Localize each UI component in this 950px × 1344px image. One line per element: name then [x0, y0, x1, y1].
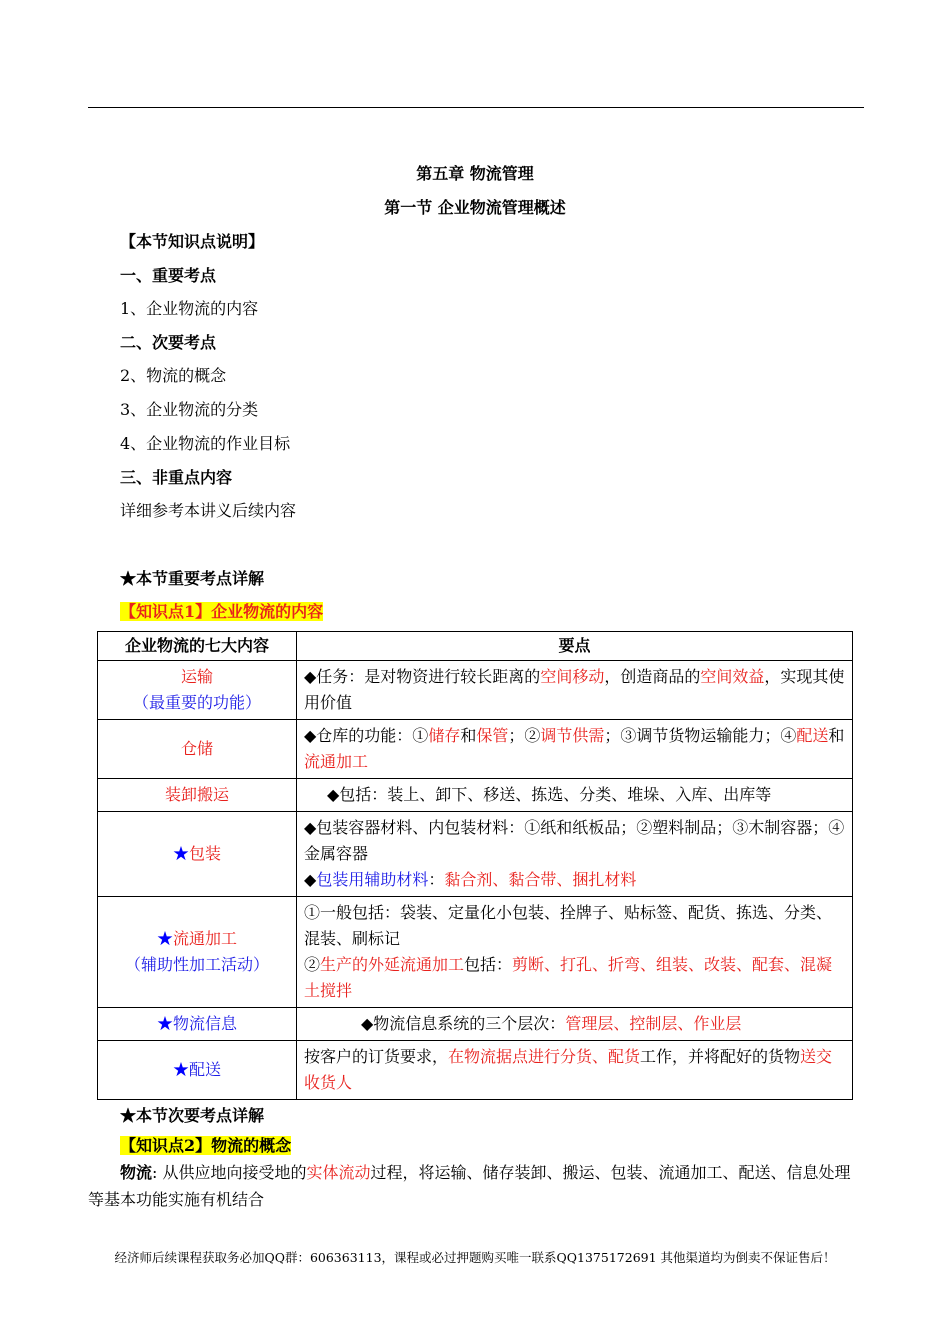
kp1-title-text: 【知识点1】企业物流的内容 [120, 602, 324, 621]
table-row [98, 720, 853, 779]
star-icon: ★ [172, 1060, 189, 1079]
table-row [98, 897, 853, 1008]
text: ◆ [304, 870, 317, 889]
highlight-text: 空间移动 [540, 667, 605, 686]
star-icon: ★ [172, 844, 189, 863]
row-name-wrap [105, 1011, 289, 1037]
highlight-text: 黏合剂、黏合带、捆扎材料 [444, 870, 637, 889]
list-item: 4、企业物流的作业目标 [120, 434, 291, 453]
highlight-text: 生产的外延流通加工 [320, 955, 465, 974]
secondary-detail-title: ★本节次要考点详解 [120, 1106, 265, 1125]
highlight-text: 流通加工 [304, 752, 369, 771]
row-name: 装卸搬运 [164, 785, 229, 804]
kp1-title [120, 602, 323, 622]
heading-important: 一、重要考点 [120, 266, 217, 285]
row-label [98, 812, 297, 897]
content-table [97, 631, 853, 1100]
row-label [98, 1008, 297, 1041]
row-label [98, 661, 297, 720]
row-detail [297, 897, 853, 1008]
row-name: 物流信息 [173, 1014, 238, 1033]
row-subtitle: （最重要的功能） [132, 693, 261, 712]
row-name: 包装 [189, 844, 222, 863]
text: ◆物流信息系统的三个层次： [361, 1014, 566, 1033]
table-header-col1: 企业物流的七大内容 [98, 632, 297, 661]
kp2-title [120, 1136, 291, 1156]
row-name: 流通加工 [173, 929, 238, 948]
row-name-wrap [105, 1057, 289, 1083]
row-detail [297, 1008, 853, 1041]
row-name-wrap [105, 926, 289, 952]
text: ② [304, 955, 321, 974]
nonkey-text: 详细参考本讲义后续内容 [120, 501, 297, 520]
highlight-text: 送交收货人 [304, 1047, 833, 1092]
heading-secondary: 二、次要考点 [120, 333, 217, 352]
text: : 从供应地向接受地的 [152, 1163, 307, 1182]
important-detail-title: ★本节重要考点详解 [120, 569, 265, 588]
text: ◆任务：是对物资进行较长距离的 [304, 667, 541, 686]
text: ；③调节货物运输能力；④ [604, 726, 797, 745]
highlight-text: 空间效益 [700, 667, 765, 686]
text: 和 [460, 726, 477, 745]
table-header-col2: 要点 [297, 632, 853, 661]
detail-line: ◆包装容器材料、内包装材料：①纸和纸板品；②塑料制品；③木制容器；④金属容器 [304, 818, 845, 863]
text: ，创造商品的 [604, 667, 701, 686]
detail-line [304, 867, 845, 893]
row-subtitle: （辅助性加工活动） [124, 955, 269, 974]
text: ；② [508, 726, 541, 745]
star-icon: ★ [156, 1014, 173, 1033]
row-name-wrap [105, 841, 289, 867]
section-title: 第一节 企业物流管理概述 [384, 198, 566, 217]
row-label [98, 1041, 297, 1100]
kp2-title-text: 【知识点2】物流的概念 [120, 1136, 292, 1155]
text: 包括： [464, 955, 513, 974]
page-footer: 经济师后续课程获取务必加QQ群：606363113，课程或必过押题购买唯一联系QQ1375172691 其他渠道均为倒卖不保证售后！ [114, 1250, 836, 1265]
highlight-text: 管理层、控制层、作业层 [565, 1014, 742, 1033]
table-row [98, 812, 853, 897]
row-name: 配送 [189, 1060, 222, 1079]
heading-nonkey: 三、非重点内容 [120, 468, 233, 487]
table-row [98, 1008, 853, 1041]
detail-line [304, 952, 845, 1004]
row-label [98, 779, 297, 812]
text: ◆仓库的功能：① [304, 726, 429, 745]
highlight-text: 在物流据点进行分货、配货 [448, 1047, 641, 1066]
highlight-text: 配送 [796, 726, 829, 745]
text: 按客户的订货要求， [304, 1047, 449, 1066]
header-rule [88, 107, 864, 108]
star-icon: ★ [156, 929, 173, 948]
table-row [98, 661, 853, 720]
text: ，实现其使用价值 [304, 667, 845, 712]
chapter-title: 第五章 物流管理 [416, 164, 534, 183]
concept-term: 物流 [120, 1163, 153, 1182]
text: ： [428, 870, 445, 889]
row-label [98, 720, 297, 779]
table-header-row [98, 632, 853, 661]
row-detail [297, 720, 853, 779]
text: 工作，并将配好的货物 [640, 1047, 801, 1066]
concept-paragraph [88, 1159, 864, 1213]
table-row [98, 1041, 853, 1100]
highlight-text: 储存 [428, 726, 461, 745]
highlight-text: 保管 [476, 726, 509, 745]
table-row [98, 779, 853, 812]
knowledge-header: 【本节知识点说明】 [120, 232, 265, 251]
text: 和 [828, 726, 845, 745]
list-item: 1、企业物流的内容 [120, 299, 259, 318]
row-detail [297, 1041, 853, 1100]
list-item: 3、企业物流的分类 [120, 400, 259, 419]
row-label [98, 897, 297, 1008]
highlight-text: 调节供需 [540, 726, 605, 745]
row-detail: ◆包括：装上、卸下、移送、拣选、分类、堆垛、入库、出库等 [297, 779, 853, 812]
blue-text: 包装用辅助材料 [316, 870, 429, 889]
list-item: 2、物流的概念 [120, 366, 227, 385]
row-name: 仓储 [180, 739, 213, 758]
highlight-text: 剪断、打孔、折弯、组装、改装、配套、混凝土搅拌 [304, 955, 833, 1000]
row-name: 运输 [180, 667, 213, 686]
detail-line: ①一般包括：袋装、定量化小包装、拴牌子、贴标签、配货、拣选、分类、混装、刷标记 [304, 903, 833, 948]
highlight-text: 实体流动 [306, 1163, 371, 1182]
row-detail [297, 812, 853, 897]
row-detail [297, 661, 853, 720]
text: 过程，将运输、储存装卸、搬运、包装、流通加工、配送、信息处理等基本功能实施有机结合 [88, 1163, 851, 1209]
